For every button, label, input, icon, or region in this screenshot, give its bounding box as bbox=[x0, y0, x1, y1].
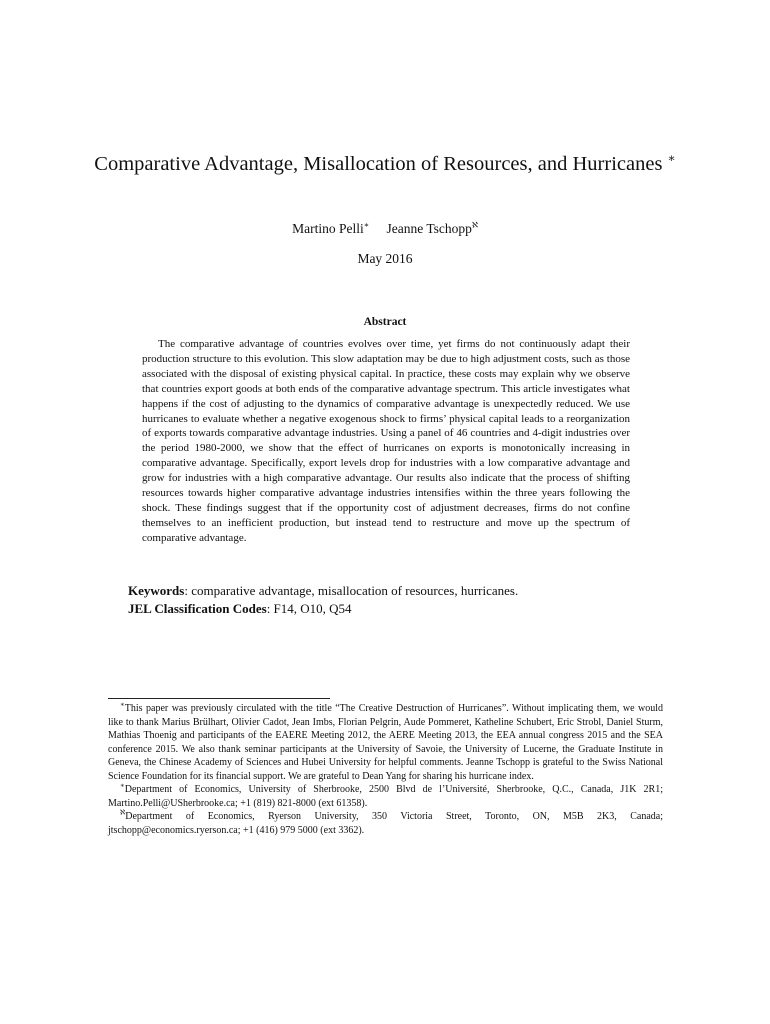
keywords-label: Keywords bbox=[128, 583, 185, 598]
footnote-2-mark: ∗ bbox=[120, 781, 125, 790]
footnote-divider bbox=[108, 698, 330, 699]
footnote-1-mark: ∗ bbox=[120, 700, 125, 709]
footnotes bbox=[108, 702, 663, 837]
author-1-mark: ∗ bbox=[363, 220, 370, 229]
title-footnote-mark: ∗ bbox=[667, 151, 676, 166]
jel-value: : F14, O10, Q54 bbox=[266, 601, 352, 616]
keywords-line bbox=[128, 582, 668, 600]
paper-title bbox=[90, 151, 680, 177]
author-list bbox=[90, 220, 680, 237]
jel-label: JEL Classification Codes bbox=[128, 601, 267, 616]
author-2 bbox=[387, 221, 478, 236]
keywords-value: : comparative advantage, misallocation of resources, hurricanes. bbox=[184, 583, 519, 598]
footnote-2-text: Department of Economics, University of Sherbrooke, 2500 Blvd de l’Université, Sherbrooke, Q.C., Canada, J1K 2R1; Martino.Pelli@USherbrooke.ca; +1 (819) 821-8000 (ext 61358). bbox=[108, 784, 663, 809]
footnote-3-text: Department of Economics, Ryerson University, 350 Victoria Street, Toronto, ON, M5B 2K3, Canada; jtschopp@economics.ryerson.ca; +1 (416) 979 5000 (ext 3362). bbox=[108, 811, 663, 836]
author-2-mark: ℵ bbox=[471, 220, 478, 229]
author-1 bbox=[292, 221, 369, 236]
jel-line bbox=[128, 600, 668, 618]
paper-date: May 2016 bbox=[357, 251, 413, 266]
footnote-1 bbox=[108, 702, 663, 783]
abstract-heading: Abstract bbox=[363, 316, 407, 328]
author-2-name: Jeanne Tschopp bbox=[386, 220, 472, 236]
paper-title-text: Comparative Advantage, Misallocation of Resources, and Hurricanes bbox=[94, 153, 663, 175]
keywords-block bbox=[128, 582, 668, 618]
author-1-name: Martino Pelli bbox=[292, 220, 364, 236]
abstract-body: The comparative advantage of countries evolves over time, yet firms do not continuously adapt their production structure to this evolution. This slow adaptation may be due to high adjustment costs, such as those associated with the disposal of existing physical capital. In practice, these costs may explain why we observe that countries export goods at both ends of the comparative advantage spectrum. This article investigates what happens if the cost of adjusting to the dynamics of comparative advantage is unexpectedly reduced. We use hurricanes to evaluate whether a negative exogenous shock to firms’ physical capital leads to a reorganization of exports towards comparative advantage industries. Using a panel of 46 countries and 4-digit industries over the period 1980-2000, we show that the effect of hurricanes on exports is monotonically increasing in comparative advantage. Specifically, export levels drop for industries with a low comparative advantage and grow for industries with a high comparative advantage. Our results also indicate that the process of shifting resources towards higher comparative advantage industries intensifies within the three years following the shock. These findings suggest that if the opportunity cost of adjustment decreases, firms do not confine themselves to an inefficient production, but instead tend to restructure and move up the spectrum of comparative advantage. bbox=[142, 338, 630, 544]
footnote-3-mark: ℵ bbox=[120, 808, 126, 817]
footnote-2 bbox=[108, 783, 663, 810]
footnote-3 bbox=[108, 810, 663, 837]
footnote-1-text: This paper was previously circulated with the title “The Creative Destruction of Hurricanes”. Without implicating them, we would like to thank Marius Brülhart, Olivier Cadot, Jean Imbs, Florian Pelgrin, Aude Pommeret, Katheline Schubert, Eric Strobl, Daniel Sturm, Mathias Thoenig and participants of the EAERE Meeting 2012, the AERE Meeting 2013, the EEA annual congress 2015 and the SEA conference 2015. We also thank seminar participants at the University of Savoie, the University of Lucerne, the Graduate Institute in Geneva, the Chinese Academy of Sciences and Hubei University for helpful comments. Jeanne Tschopp is grateful to the Swiss National Science Foundation for its financial support. We are grateful to Dean Yang for sharing his hurricane index. bbox=[108, 703, 663, 782]
